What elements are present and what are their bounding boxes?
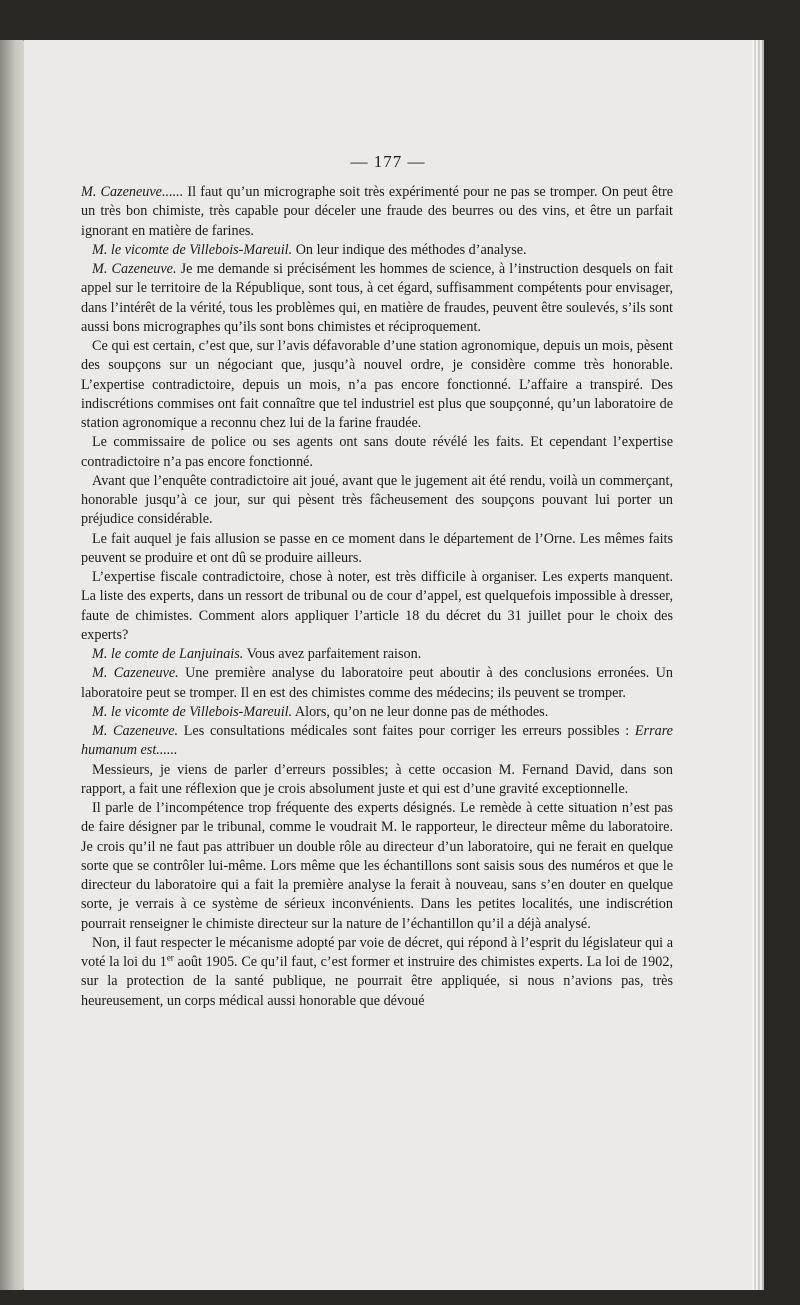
speaker-name: M. Cazeneuve. xyxy=(92,665,179,682)
paragraph xyxy=(81,703,673,722)
paragraph-text: Il parle de l’incompétence trop fréquente des experts désignés. Le remède à cette situation n’est pas de faire désigner par le tribunal, comme le voudrait M. le rapporteur, le directeur même du laboratoire. Je crois qu’il ne faut pas attribuer un double rôle au directeur d’un laboratoire, qui ne ferait en quelque sorte que se contrôler lui-même. Lors même que les échantillons sont saisis sous des numéros et que le directeur du laboratoire qui a fait la première analyse la ferait à nouveau, sans s’en douter en quelque sorte, je verrais à ce système de sérieux inconvénients. Dans les petites localités, une indiscrétion pourrait renseigner le chimiste directeur sur la nature de l’échantillon qu’il a déjà analysé. xyxy=(81,800,673,932)
paragraph-text: Vous avez parfaitement raison. xyxy=(243,646,422,662)
speaker-name: M. Cazeneuve. xyxy=(92,261,177,277)
paragraph xyxy=(81,664,673,703)
paragraph-text: Avant que l’enquête contradictoire ait joué, avant que le jugement ait été rendu, voilà un commerçant, honorable jusqu’à ce jour, sur qui pèsent très fâcheusement des soupçons pouvant lui porter un préjudice considérable. xyxy=(81,472,673,528)
paragraph-text: Les consultations médicales sont faites pour corriger les erreurs possibles : xyxy=(178,723,635,739)
paragraph xyxy=(81,568,673,645)
paragraph xyxy=(81,241,673,260)
paragraph-text: On leur indique des méthodes d’analyse. xyxy=(292,241,527,258)
paragraph-text: Ce qui est certain, c’est que, sur l’avis défavorable d’une station agronomique, depuis un mois, pèsent des soupçons sur un négociant que, jusqu’à nouvel ordre, je considère comme très honorable. L’expertise contradictoire, depuis un mois, n’a pas encore fonctionné. L’affaire a transpiré. Des indiscrétions commises ont fait connaître que tel industriel est plus que soupçonné, qu’un laboratoire de station agronomique a reconnu chez lui de la farine fraudée. xyxy=(81,338,673,431)
paragraph xyxy=(81,761,673,800)
speaker-name: M. le vicomte de Villebois-Mareuil. xyxy=(92,703,293,720)
paragraph xyxy=(81,722,673,761)
paragraph xyxy=(81,337,673,433)
paragraph-text: Je me demande si précisément les hommes de science, à l’instruction desquels on fait appel sur le territoire de la République, sont tous, à cet égard, suffisamment compétents pour envisager, dans l’intérêt de la vérité, tous les problèmes qui, en matière de fraudes, peuvent être soulevés, s’ils sont aussi bons micrographes qu’ils sont bons chimistes et réciproquement. xyxy=(81,261,673,335)
paragraph-text: Une première analyse du laboratoire peut aboutir à des conclusions erronées. Un laboratoire peut se tromper. Il en est des chimistes comme des médecins; ils peuvent se tromper. xyxy=(81,665,673,701)
page-number: — 177 — xyxy=(350,152,426,171)
superscript: er xyxy=(166,952,174,963)
paragraph xyxy=(81,799,673,934)
facing-page-edge xyxy=(0,40,26,1290)
latin-quote: Errare humanum est...... xyxy=(81,723,673,759)
paragraph xyxy=(81,183,673,241)
paragraph xyxy=(81,934,673,1011)
paragraph-text: Le commissaire de police ou ses agents ont sans doute révélé les faits. Et cependant l’expertise contradictoire n’a pas encore fonctionné. xyxy=(81,434,673,470)
paragraph-text: Messieurs, je viens de parler d’erreurs possibles; à cette occasion M. Fernand David, dans son rapport, a fait une réflexion que je crois absolument juste et qui est d’une gravité exceptionnelle. xyxy=(81,761,673,797)
paragraph-text-continued: août 1905. Ce qu’il faut, c’est former et instruire des chimistes experts. La loi de 1902, sur la protection de la santé publique, ne pourrait être appliquée, si nous n’avions pas, très heureusement, un corps médical aussi honorable que dévoué xyxy=(81,954,673,1009)
page-body xyxy=(81,183,673,1011)
paragraph xyxy=(81,645,673,664)
paragraph-text: Il faut qu’un micrographe soit très expérimenté pour ne pas se tromper. On peut être un très bon chimiste, très capable pour déceler une fraude des beurres ou des vins, et être un parfait ignorant en matière de farines. xyxy=(81,184,673,239)
paragraph-text: Non, il faut respecter le mécanisme adopté par voie de décret, qui répond à l’esprit du législateur qui a voté la loi du 1 xyxy=(81,934,673,970)
speaker-name: M. le comte de Lanjuinais. xyxy=(92,646,244,662)
speaker-name: M. Cazeneuve...... xyxy=(81,184,184,200)
paragraph xyxy=(81,260,673,337)
paragraph xyxy=(81,433,673,472)
paragraph-text: Alors, qu’on ne leur donne pas de méthodes. xyxy=(292,703,549,720)
document-page xyxy=(24,40,752,1290)
paragraph-text: L’expertise fiscale contradictoire, chose à noter, est très difficile à organiser. Les experts manquent. La liste des experts, dans un ressort de tribunal ou de cour d’appel, est quelquefois impossible à dresser, faute de chimistes. Comment alors appliquer l’article 18 du décret du 31 juillet pour le choix des experts? xyxy=(81,569,673,643)
speaker-name: M. le vicomte de Villebois-Mareuil. xyxy=(92,241,293,258)
paragraph xyxy=(81,472,673,530)
paragraph-text: Le fait auquel je fais allusion se passe en ce moment dans le département de l’Orne. Les mêmes faits peuvent se produire et ont dû se produire ailleurs. xyxy=(81,530,673,566)
speaker-name: M. Cazeneuve. xyxy=(92,723,179,739)
paragraph xyxy=(81,530,673,569)
